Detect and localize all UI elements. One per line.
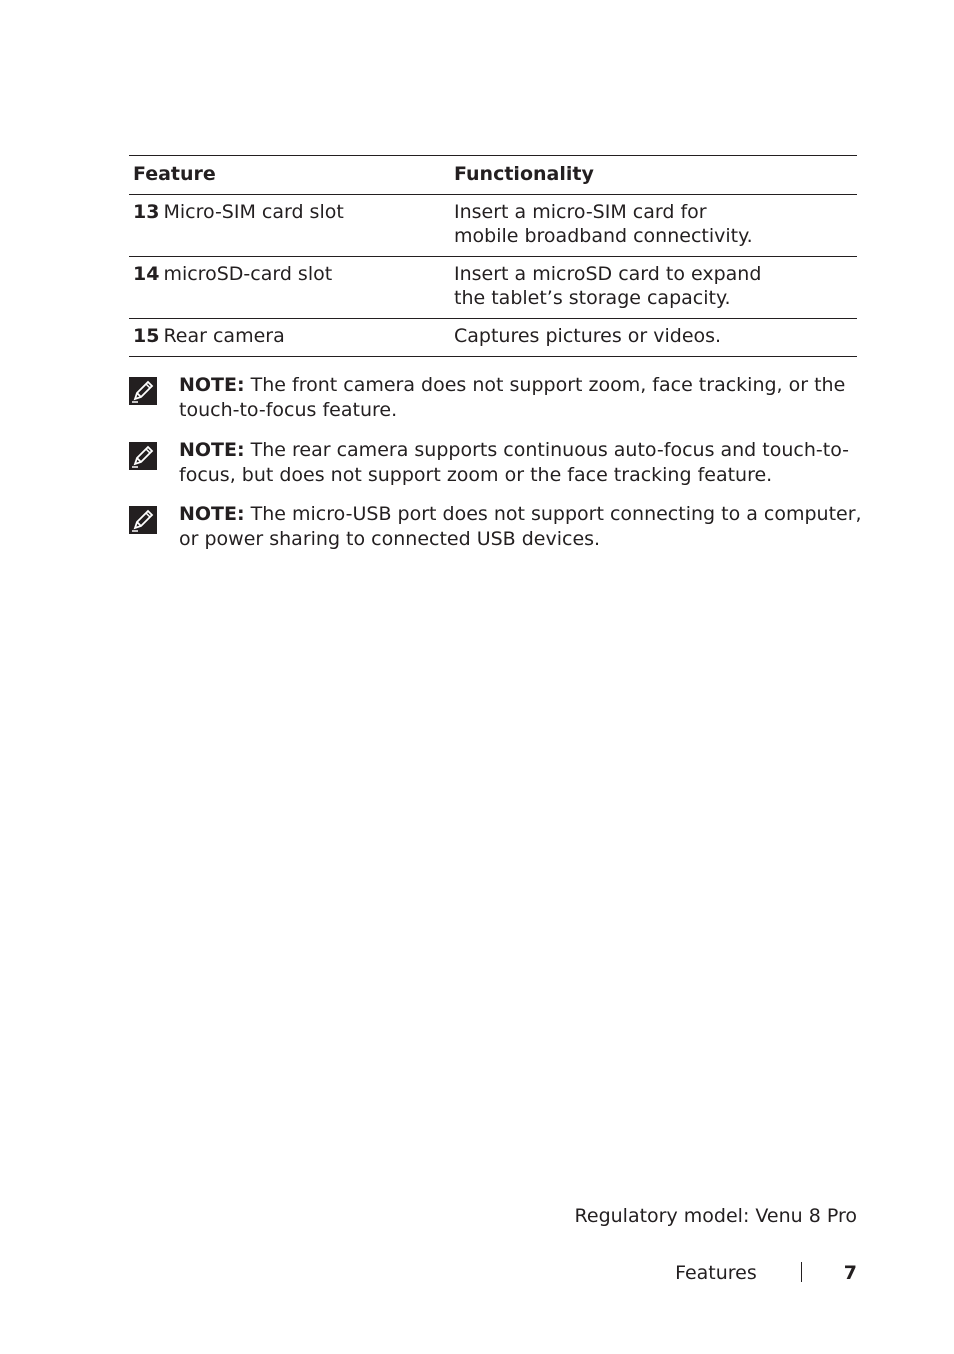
header-feature: Feature <box>133 163 216 185</box>
feature-cell <box>129 195 454 257</box>
note-label: NOTE: <box>179 503 245 525</box>
feature-cell <box>129 319 454 357</box>
page-footer <box>675 1261 857 1285</box>
note-text <box>179 502 869 552</box>
note-text <box>179 373 869 423</box>
header-functionality: Functionality <box>454 163 594 185</box>
note-label: NOTE: <box>179 439 245 461</box>
feature-cell <box>129 257 454 319</box>
table-row <box>129 257 857 319</box>
feature-number: 14 <box>133 263 160 285</box>
note-pencil-icon <box>129 506 157 534</box>
footer-section-title: Features <box>675 1262 757 1284</box>
table-row <box>129 319 857 357</box>
note-pencil-icon <box>129 442 157 470</box>
note-body: The micro-USB port does not support connecting to a computer, or power sharing to connected USB devices. <box>179 503 862 550</box>
note-label: NOTE: <box>179 374 245 396</box>
page-number: 7 <box>843 1262 857 1284</box>
feature-name: Rear camera <box>163 325 285 347</box>
table-header-row <box>129 156 857 195</box>
table-row <box>129 195 857 257</box>
feature-name: microSD-card slot <box>163 263 333 285</box>
feature-table <box>129 155 857 357</box>
note-body: The front camera does not support zoom, face tracking, or the touch-to-focus feature. <box>179 374 846 421</box>
note-text <box>179 438 879 488</box>
feature-number: 13 <box>133 201 160 223</box>
note-pencil-icon <box>129 377 157 405</box>
note-body: The rear camera supports continuous auto-focus and touch-to-focus, but does not support zoom or the face tracking feature. <box>179 439 850 486</box>
regulatory-model: Regulatory model: Venu 8 Pro <box>574 1205 857 1227</box>
functionality-cell: Insert a microSD card to expand the tablet’s storage capacity. <box>454 263 762 309</box>
footer-separator <box>801 1262 802 1282</box>
functionality-cell: Insert a micro-SIM card for mobile broadband connectivity. <box>454 201 753 247</box>
feature-name: Micro-SIM card slot <box>163 201 344 223</box>
feature-number: 15 <box>133 325 160 347</box>
functionality-cell: Captures pictures or videos. <box>454 325 722 347</box>
